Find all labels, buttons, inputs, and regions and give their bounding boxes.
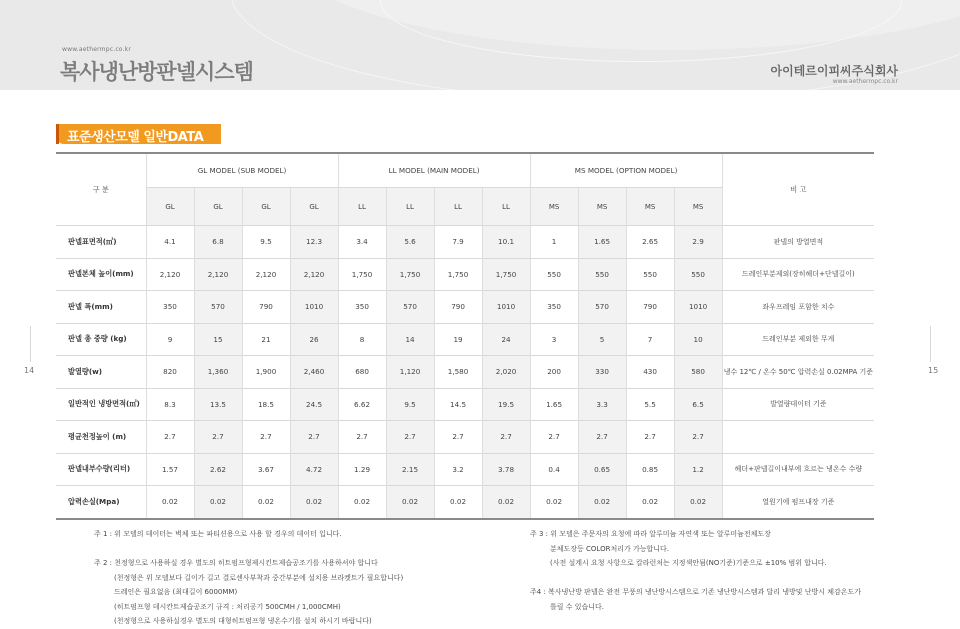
table-cell: 21 bbox=[242, 323, 290, 356]
subheader-cell: MS bbox=[674, 188, 722, 226]
table-cell: 0.02 bbox=[290, 486, 338, 519]
table-cell: 3.4 bbox=[338, 226, 386, 259]
table-cell: 3.3 bbox=[578, 388, 626, 421]
subheader-cell: LL bbox=[482, 188, 530, 226]
table-cell: 10.1 bbox=[482, 226, 530, 259]
table-cell: 790 bbox=[242, 291, 290, 324]
table-cell: 0.02 bbox=[482, 486, 530, 519]
subheader-cell: GL bbox=[194, 188, 242, 226]
row-label: 판넬내부수량(리터) bbox=[56, 453, 146, 486]
table-cell: 8 bbox=[338, 323, 386, 356]
table-cell: 2.65 bbox=[626, 226, 674, 259]
table-cell: 2,120 bbox=[146, 258, 194, 291]
table-cell: 1,120 bbox=[386, 356, 434, 389]
subheader-cell: GL bbox=[242, 188, 290, 226]
table-cell: 570 bbox=[194, 291, 242, 324]
table-cell: 9 bbox=[146, 323, 194, 356]
table-cell: 2.15 bbox=[386, 453, 434, 486]
table-cell: 0.02 bbox=[338, 486, 386, 519]
table-cell: 3.2 bbox=[434, 453, 482, 486]
table-cell: 0.02 bbox=[146, 486, 194, 519]
page-header bbox=[0, 0, 960, 90]
table-row bbox=[56, 356, 874, 389]
row-remark: 드레인부분 제외한 무게 bbox=[722, 323, 874, 356]
table-cell: 2.7 bbox=[146, 421, 194, 454]
table-cell: 350 bbox=[338, 291, 386, 324]
row-label: 판넬 폭(mm) bbox=[56, 291, 146, 324]
note-line bbox=[94, 542, 403, 557]
table-cell: 2,120 bbox=[290, 258, 338, 291]
row-remark: 드레인부분제외(장히헤더+단넬길이) bbox=[722, 258, 874, 291]
table-cell: 2,120 bbox=[242, 258, 290, 291]
table-row bbox=[56, 226, 874, 259]
table-cell: 1.65 bbox=[578, 226, 626, 259]
table-cell: 0.02 bbox=[530, 486, 578, 519]
row-label: 발열량(w) bbox=[56, 356, 146, 389]
note-line: 틀릴 수 있습니다. bbox=[550, 602, 605, 611]
note-line: (천정형은 위 모델보다 길이가 길고 결로센사부착과 중간부분에 설치용 브라켓트가 필요합니다) bbox=[114, 573, 404, 582]
table-cell: 0.65 bbox=[578, 453, 626, 486]
table-cell: 1,750 bbox=[386, 258, 434, 291]
table-cell: 26 bbox=[290, 323, 338, 356]
row-label: 판넬표면적(㎡) bbox=[56, 226, 146, 259]
note-line: 분체도장등 COLOR처리가 가능합니다. bbox=[550, 544, 670, 553]
row-remark: 헤더+판넬길이내부에 흐르는 냉온수 수량 bbox=[722, 453, 874, 486]
table-cell: 2.7 bbox=[434, 421, 482, 454]
table-cell: 14.5 bbox=[434, 388, 482, 421]
subheader-cell: MS bbox=[626, 188, 674, 226]
table-row bbox=[56, 291, 874, 324]
table-cell: 5.5 bbox=[626, 388, 674, 421]
note-line: (히트펌프형 데시칸트제습공조기 규격 : 처리공기 500CMH / 1,000CMH) bbox=[114, 602, 341, 611]
table-cell: 13.5 bbox=[194, 388, 242, 421]
table-cell: 0.02 bbox=[578, 486, 626, 519]
notes-left bbox=[94, 527, 403, 629]
company-name: 아이테르이피씨주식회사 bbox=[770, 64, 898, 78]
table-cell: 1.57 bbox=[146, 453, 194, 486]
table-cell: 2,020 bbox=[482, 356, 530, 389]
table-cell: 24 bbox=[482, 323, 530, 356]
table-cell: 0.02 bbox=[674, 486, 722, 519]
table-row bbox=[56, 388, 874, 421]
note-line: 주 1 : 위 모델의 데이터는 벽체 또는 파티션용으로 사용 할 경우의 데이터 입니다. bbox=[94, 530, 342, 538]
table-cell: 0.85 bbox=[626, 453, 674, 486]
table-cell: 430 bbox=[626, 356, 674, 389]
group-header-ms: MS MODEL (OPTION MODEL) bbox=[530, 153, 722, 188]
table-cell: 2.7 bbox=[386, 421, 434, 454]
note-line: 드레인은 필요없음 (최대길이 6000MM) bbox=[114, 588, 238, 596]
section-title: 표준생산모델 일반DATA bbox=[67, 130, 204, 145]
row-label: 평균천정높이 (m) bbox=[56, 421, 146, 454]
page-title: 복사냉난방판넬시스템 bbox=[60, 60, 253, 84]
table-cell: 12.3 bbox=[290, 226, 338, 259]
table-cell: 0.4 bbox=[530, 453, 578, 486]
page-number-right: 15 bbox=[928, 366, 939, 375]
row-remark: 좌우프레임 포함한 치수 bbox=[722, 291, 874, 324]
table-cell: 200 bbox=[530, 356, 578, 389]
table-cell: 1,750 bbox=[482, 258, 530, 291]
note-line: (사전 설계시 요청 사항으로 칼라런처는 지정색안됨(NO기준)기준으로 ±10% 범위 합니다. bbox=[550, 559, 827, 567]
spec-table bbox=[56, 152, 874, 520]
group-header-gl: GL MODEL (SUB MODEL) bbox=[146, 153, 338, 188]
table-cell: 1010 bbox=[674, 291, 722, 324]
table-cell: 550 bbox=[626, 258, 674, 291]
row-remark: 열원기에 펌프내장 기준 bbox=[722, 486, 874, 519]
note-line: 주4 : 복사냉난방 판넬은 완전 무풍의 냉난방시스템으로 기존 냉난방시스템과 달리 냉방및 난방시 체감온도가 bbox=[530, 588, 862, 596]
table-cell: 550 bbox=[674, 258, 722, 291]
row-label: 판넬 총 중량 (kg) bbox=[56, 323, 146, 356]
table-cell: 2,460 bbox=[290, 356, 338, 389]
table-cell: 14 bbox=[386, 323, 434, 356]
table-cell: 6.62 bbox=[338, 388, 386, 421]
table-cell: 1,580 bbox=[434, 356, 482, 389]
subheader-cell: LL bbox=[338, 188, 386, 226]
table-cell: 3.78 bbox=[482, 453, 530, 486]
page-margin-line bbox=[30, 326, 31, 362]
table-cell: 7 bbox=[626, 323, 674, 356]
row-remark: 판넬의 방열면적 bbox=[722, 226, 874, 259]
table-cell: 0.02 bbox=[386, 486, 434, 519]
note-line: 주 2 : 천정형으로 사용하실 경우 별도의 히트펌프형제시킨트제습공조기를 사용하셔야 합니다 bbox=[94, 559, 378, 567]
table-cell: 0.02 bbox=[434, 486, 482, 519]
table-cell: 0.02 bbox=[626, 486, 674, 519]
row-label: 압력손실(Mpa) bbox=[56, 486, 146, 519]
note-line: (천정형으로 사용하실경우 별도의 대형히트펌프형 냉온수기를 설치 하시기 바랍니다) bbox=[114, 617, 372, 625]
table-cell: 350 bbox=[146, 291, 194, 324]
table-cell: 9.5 bbox=[242, 226, 290, 259]
table-cell: 2.7 bbox=[482, 421, 530, 454]
table-cell: 7.9 bbox=[434, 226, 482, 259]
table-row bbox=[56, 258, 874, 291]
table-cell: 2.62 bbox=[194, 453, 242, 486]
group-header-ll: LL MODEL (MAIN MODEL) bbox=[338, 153, 530, 188]
table-cell: 330 bbox=[578, 356, 626, 389]
table-cell: 2.7 bbox=[530, 421, 578, 454]
row-remark bbox=[722, 421, 874, 454]
subheader-cell: LL bbox=[434, 188, 482, 226]
table-cell: 2.7 bbox=[338, 421, 386, 454]
table-cell: 790 bbox=[626, 291, 674, 324]
subheader-cell: LL bbox=[386, 188, 434, 226]
table-cell: 1 bbox=[530, 226, 578, 259]
table-cell: 1,750 bbox=[338, 258, 386, 291]
table-cell: 3.67 bbox=[242, 453, 290, 486]
row-remark: 발열량데이터 기준 bbox=[722, 388, 874, 421]
table-cell: 9.5 bbox=[386, 388, 434, 421]
table-cell: 24.5 bbox=[290, 388, 338, 421]
table-cell: 550 bbox=[530, 258, 578, 291]
table-cell: 570 bbox=[578, 291, 626, 324]
table-cell: 350 bbox=[530, 291, 578, 324]
table-cell: 2.7 bbox=[242, 421, 290, 454]
remarks-header: 비 고 bbox=[722, 153, 874, 226]
table-cell: 5.6 bbox=[386, 226, 434, 259]
subheader-cell: MS bbox=[578, 188, 626, 226]
table-cell: 4.72 bbox=[290, 453, 338, 486]
table-cell: 6.5 bbox=[674, 388, 722, 421]
table-cell: 2.9 bbox=[674, 226, 722, 259]
table-cell: 19 bbox=[434, 323, 482, 356]
table-cell: 790 bbox=[434, 291, 482, 324]
note-line: 주 3 : 위 모델은 주문자의 요청에 따라 알루미늄 자연색 또는 알루미늄전체도장 bbox=[530, 530, 771, 538]
table-cell: 2,120 bbox=[194, 258, 242, 291]
table-cell: 1,360 bbox=[194, 356, 242, 389]
table-cell: 3 bbox=[530, 323, 578, 356]
subheader-cell: GL bbox=[290, 188, 338, 226]
table-cell: 2.7 bbox=[626, 421, 674, 454]
table-cell: 1,750 bbox=[434, 258, 482, 291]
table-cell: 1.2 bbox=[674, 453, 722, 486]
table-cell: 2.7 bbox=[290, 421, 338, 454]
table-cell: 820 bbox=[146, 356, 194, 389]
row-remark: 냉수 12℃ / 온수 50℃ 압력손실 0.02MPA 기준 bbox=[722, 356, 874, 389]
table-cell: 680 bbox=[338, 356, 386, 389]
table-cell: 1.29 bbox=[338, 453, 386, 486]
page-number-left: 14 bbox=[24, 366, 35, 375]
table-cell: 1,900 bbox=[242, 356, 290, 389]
table-cell: 18.5 bbox=[242, 388, 290, 421]
table-cell: 0.02 bbox=[194, 486, 242, 519]
notes-right bbox=[530, 527, 861, 614]
table-cell: 570 bbox=[386, 291, 434, 324]
table-cell: 4.1 bbox=[146, 226, 194, 259]
subheader-cell: MS bbox=[530, 188, 578, 226]
table-cell: 10 bbox=[674, 323, 722, 356]
table-cell: 15 bbox=[194, 323, 242, 356]
subheader-cell: GL bbox=[146, 188, 194, 226]
table-cell: 1010 bbox=[482, 291, 530, 324]
section-banner-accent bbox=[56, 124, 59, 144]
row-label: 일반적인 냉방면적(㎡) bbox=[56, 388, 146, 421]
table-cell: 2.7 bbox=[674, 421, 722, 454]
note-line bbox=[530, 571, 861, 586]
table-cell: 6.8 bbox=[194, 226, 242, 259]
table-cell: 580 bbox=[674, 356, 722, 389]
page-margin-line bbox=[930, 326, 931, 362]
table-cell: 2.7 bbox=[194, 421, 242, 454]
table-row bbox=[56, 486, 874, 519]
header-url: www.aethermpc.co.kr bbox=[62, 46, 132, 53]
category-header: 구 분 bbox=[56, 153, 146, 226]
company-url: www.aethermpc.co.kr bbox=[832, 78, 898, 85]
table-cell: 0.02 bbox=[242, 486, 290, 519]
table-cell: 550 bbox=[578, 258, 626, 291]
table-cell: 1010 bbox=[290, 291, 338, 324]
table-row bbox=[56, 453, 874, 486]
table-row bbox=[56, 421, 874, 454]
table-row bbox=[56, 323, 874, 356]
table-cell: 8.3 bbox=[146, 388, 194, 421]
table-cell: 2.7 bbox=[578, 421, 626, 454]
table-cell: 19.5 bbox=[482, 388, 530, 421]
table-cell: 1.65 bbox=[530, 388, 578, 421]
table-cell: 5 bbox=[578, 323, 626, 356]
row-label: 판넬본체 높이(mm) bbox=[56, 258, 146, 291]
